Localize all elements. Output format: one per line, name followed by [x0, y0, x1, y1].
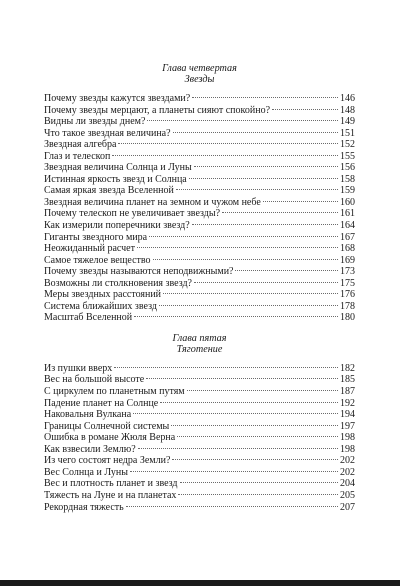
toc-entry-page: 178 — [340, 300, 355, 312]
toc-entry-page: 204 — [340, 478, 355, 490]
toc-entry-title: Звездная величина Солнца и Луны — [44, 162, 192, 174]
toc-entry-title: Гиганты звездного мира — [44, 231, 148, 243]
dot-leader — [192, 97, 338, 98]
toc-entry — [44, 490, 355, 502]
toc-entry-title: Истинная яркость звезд и Солнца — [44, 173, 187, 185]
toc-entry — [44, 432, 355, 444]
toc-entry-title: Границы Солнечной системы — [44, 420, 170, 432]
dot-leader — [114, 367, 338, 368]
dot-leader — [138, 448, 338, 449]
toc-entry — [44, 220, 355, 232]
chapter-4-heading — [44, 0, 355, 85]
dot-leader — [235, 270, 338, 271]
toc-entry-page: 180 — [340, 312, 355, 324]
toc-entry-title: Почему звезды называются неподвижными? — [44, 266, 234, 278]
toc-entry-title: Вес Солнца и Луны — [44, 466, 128, 478]
toc-entry — [44, 185, 355, 197]
toc-entry-page: 192 — [340, 397, 355, 409]
toc-entry-title: Глаз и телескоп — [44, 150, 111, 162]
dot-leader — [176, 189, 338, 190]
toc-entry-title: Самое тяжелое вещество — [44, 254, 151, 266]
toc-entry-page: 173 — [340, 266, 355, 278]
toc-entry — [44, 255, 355, 267]
dot-leader — [112, 155, 338, 156]
toc-entry-title: Неожиданный расчет — [44, 243, 135, 255]
toc-entry-page: 148 — [340, 104, 355, 116]
toc-entry-title: Возможны ли столкновения звезд? — [44, 277, 192, 289]
toc-entry — [44, 478, 355, 490]
dot-leader — [153, 259, 338, 260]
toc-entry — [44, 116, 355, 128]
toc-entry-title: Почему телескоп не увеличивает звезды? — [44, 208, 221, 220]
toc-entry-title: Самая яркая звезда Вселенной — [44, 185, 174, 197]
toc-entry — [44, 243, 355, 255]
toc-entry-title: С циркулем по планетным путям — [44, 386, 185, 398]
toc-entry-page: 197 — [340, 420, 355, 432]
toc-entry-page: 164 — [340, 220, 355, 232]
dot-leader — [177, 436, 338, 437]
toc-entry-page: 202 — [340, 466, 355, 478]
toc-entry-title: Что такое звездная величина? — [44, 127, 171, 139]
toc-entry — [44, 151, 355, 163]
toc-entry — [44, 312, 355, 324]
toc-entry — [44, 266, 355, 278]
toc-entry-title: Как измерили поперечники звезд? — [44, 220, 190, 232]
toc-entry — [44, 139, 355, 151]
toc-entry — [44, 444, 355, 456]
toc-entry-page: 187 — [340, 386, 355, 398]
toc-entry-page: 155 — [340, 150, 355, 162]
toc-entry-page: 202 — [340, 455, 355, 467]
dot-leader — [126, 506, 338, 507]
toc-entry-page: 198 — [340, 443, 355, 455]
toc-entry — [44, 409, 355, 421]
dot-leader — [163, 293, 338, 294]
toc-entry — [44, 162, 355, 174]
toc-entry-title: Меры звездных расстояний — [44, 289, 162, 301]
toc-entry-page: 169 — [340, 254, 355, 266]
chapter-4-label: Глава четвертая — [162, 63, 237, 74]
dot-leader — [192, 224, 338, 225]
toc-entry-page: 158 — [340, 173, 355, 185]
dot-leader — [178, 494, 338, 495]
dot-leader — [149, 236, 338, 237]
toc-entry — [44, 455, 355, 467]
toc-entry-title: Почему звезды кажутся звездами? — [44, 93, 191, 104]
toc-entry-page: 185 — [340, 374, 355, 386]
dot-leader — [222, 212, 338, 213]
dot-leader — [133, 413, 338, 414]
chapter-5-label: Глава пятая — [172, 332, 227, 344]
toc-entry-title: Из чего состоят недра Земли? — [44, 455, 171, 467]
dot-leader — [160, 402, 338, 403]
toc-entry-page: 160 — [340, 196, 355, 208]
toc-entry — [44, 398, 355, 410]
dot-leader — [187, 390, 338, 391]
toc-entry — [44, 128, 355, 140]
toc-entry-title: Вес на большой высоте — [44, 374, 145, 386]
dot-leader — [189, 178, 338, 179]
toc-entry-page: 146 — [340, 93, 355, 104]
toc-entry — [44, 208, 355, 220]
toc-entry-page: 198 — [340, 432, 355, 444]
dot-leader — [134, 316, 338, 317]
toc-entry-page: 182 — [340, 362, 355, 374]
toc-entry-title: Почему звезды мерцают, а планеты сияют спокойно? — [44, 104, 271, 116]
toc-entry-title: Рекордная тяжесть — [44, 501, 124, 513]
toc-entry — [44, 197, 355, 209]
toc-entry — [44, 502, 355, 514]
dot-leader — [194, 282, 338, 283]
toc-entry-title: Звездная алгебра — [44, 139, 117, 151]
toc-entry — [44, 363, 355, 375]
dot-leader — [194, 166, 338, 167]
toc-entry-page: 159 — [340, 185, 355, 197]
dot-leader — [173, 132, 338, 133]
dot-leader — [130, 471, 338, 472]
toc-entry-title: Вес и плотность планет и звезд — [44, 478, 178, 490]
toc-entry-title: Ошибка в романе Жюля Верна — [44, 432, 176, 444]
toc-entry-page: 167 — [340, 231, 355, 243]
toc-entry — [44, 174, 355, 186]
toc-entry-page: 207 — [340, 501, 355, 513]
toc-entry — [44, 93, 355, 105]
toc-entry-page: 176 — [340, 289, 355, 301]
toc-entry-title: Тяжесть на Луне и на планетах — [44, 489, 177, 501]
chapter-4-subtitle: Звезды — [184, 74, 215, 85]
toc-entry-page: 151 — [340, 127, 355, 139]
toc-entry-title: Из пушки вверх — [44, 362, 113, 374]
chapter-5-subtitle: Тяготение — [176, 343, 223, 355]
toc-entry — [44, 301, 355, 313]
dot-leader — [180, 482, 338, 483]
toc-entry-page: 168 — [340, 243, 355, 255]
toc-entry-page: 149 — [340, 116, 355, 128]
toc-entry — [44, 232, 355, 244]
dot-leader — [272, 109, 338, 110]
toc-entry-page: 175 — [340, 277, 355, 289]
toc-entry-title: Масштаб Вселенной — [44, 312, 133, 324]
bottom-border — [0, 580, 400, 586]
toc-entry-page: 194 — [340, 409, 355, 421]
chapter-5-entries — [44, 363, 355, 513]
chapter-4-entries — [44, 93, 355, 324]
toc-entry — [44, 386, 355, 398]
toc-entry-page: 161 — [340, 208, 355, 220]
toc-entry-title: Как взвесили Землю? — [44, 443, 136, 455]
toc-entry-title: Падение планет на Солнце — [44, 397, 159, 409]
chapter-5-heading — [44, 324, 355, 355]
toc-entry — [44, 374, 355, 386]
toc-entry — [44, 289, 355, 301]
toc-entry — [44, 105, 355, 117]
toc-entry-page: 152 — [340, 139, 355, 151]
toc-entry-title: Звездная величина планет на земном и чужом небе — [44, 196, 261, 208]
dot-leader — [146, 378, 338, 379]
toc-entry-title: Система ближайших звезд — [44, 300, 157, 312]
toc-entry-page: 205 — [340, 489, 355, 501]
dot-leader — [159, 305, 338, 306]
toc-entry-title: Наковальня Вулкана — [44, 409, 132, 421]
toc-entry-page: 156 — [340, 162, 355, 174]
toc-entry — [44, 467, 355, 479]
dot-leader — [118, 143, 338, 144]
dot-leader — [172, 459, 338, 460]
toc-entry — [44, 278, 355, 290]
dot-leader — [171, 425, 338, 426]
dot-leader — [137, 247, 338, 248]
dot-leader — [263, 201, 338, 202]
dot-leader — [147, 120, 338, 121]
toc-entry-title: Видны ли звезды днем? — [44, 116, 146, 128]
toc-entry — [44, 421, 355, 433]
